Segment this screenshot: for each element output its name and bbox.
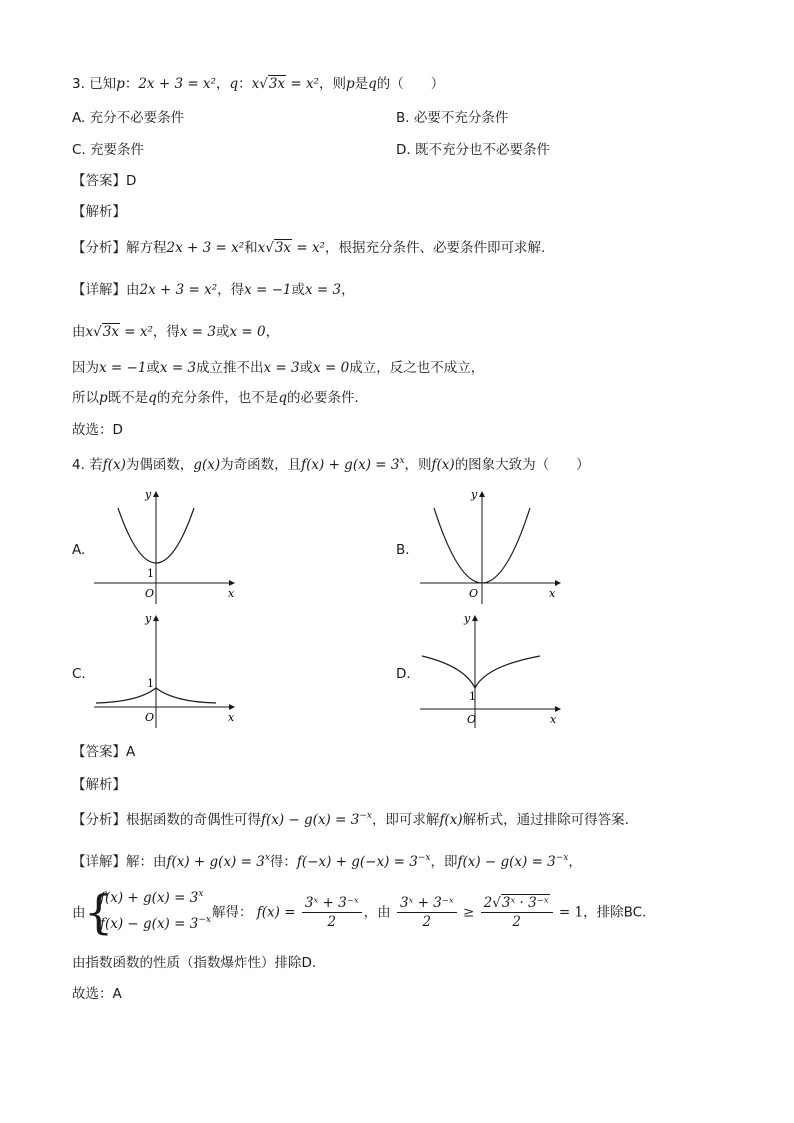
q3-detail-line-2: 由x√3x = x²，得x = 3或x = 0， bbox=[72, 324, 280, 340]
q3-detail-line-4: 所以p既不是q的充分条件，也不是q的必要条件. bbox=[72, 390, 359, 406]
graph-d-origin: O bbox=[467, 713, 477, 726]
q3-answer: 【答案】D bbox=[72, 173, 137, 189]
graph-c-y-label: y bbox=[145, 612, 152, 625]
graph-a-y-label: y bbox=[145, 488, 152, 501]
q3-choose: 故选：D bbox=[72, 422, 123, 438]
q4-detail-line-1: 【详解】解：由$f(x) + g(x) = 3^x$得：$f(-x) + g(-x) = 3^{-x}$，即$f(x) - g(x) = 3^{-x}$， bbox=[72, 853, 582, 870]
graph-c-x-label: x bbox=[228, 711, 235, 724]
graph-b-origin: O bbox=[469, 587, 479, 600]
q3-p-expr: 2x + 3 = x² bbox=[138, 76, 216, 92]
graph-d bbox=[420, 610, 570, 728]
q3-analysis-heading: 【解析】 bbox=[72, 204, 126, 220]
q3-option-a: A. 充分不必要条件 bbox=[72, 110, 185, 126]
inequality-right-fraction: $\frac{\text{2√3ˣ · 3⁻ˣ}}{2}$ bbox=[481, 894, 553, 931]
graph-a bbox=[94, 486, 244, 604]
q3-detail-line-3: 因为x = −1或x = 3成立推不出x = 3或x = 0成立，反之也不成立， bbox=[72, 360, 485, 376]
graph-b-y-label: y bbox=[471, 488, 478, 501]
system-row-2: $f(x) - g(x) = 3^{-x}$ bbox=[100, 915, 211, 932]
graph-c-origin: O bbox=[145, 711, 155, 724]
q4-analysis-heading: 【解析】 bbox=[72, 777, 126, 793]
inequality-left-fraction: $\frac{\text{3ˣ + 3⁻ˣ}}{2}$ bbox=[397, 894, 457, 931]
graph-b-label: B. bbox=[396, 542, 410, 558]
system-row-1: $f(x) + g(x) = 3^x$ bbox=[100, 889, 204, 906]
graph-c-one: 1 bbox=[147, 677, 154, 690]
graph-c-label: C. bbox=[72, 666, 86, 682]
q4-choose: 故选：A bbox=[72, 986, 122, 1002]
graph-d-one: 1 bbox=[469, 690, 476, 703]
q4-property-line: 由指数函数的性质（指数爆炸性）排除D. bbox=[72, 955, 317, 971]
q4-fenxi: 【分析】根据函数的奇偶性可得$f(x) - g(x) = 3^{-x}$，即可求解f(x)解析式，通过排除可得答案. bbox=[72, 811, 629, 828]
graph-b-x-label: x bbox=[549, 587, 556, 600]
graph-d-x-label: x bbox=[550, 713, 557, 726]
q4-system-solution: 解得： f(x) = $\frac{\text{3ˣ + 3⁻ˣ}}{2}$ ，由 $\frac{\text{3ˣ + 3⁻ˣ}}{2}$ ≥ $\frac{\text{2√3ˣ · 3⁻ˣ}}{2}$ = 1，排除BC. bbox=[212, 895, 647, 930]
graph-d-label: D. bbox=[396, 666, 411, 682]
q3-stem: 3. 已知p：2x + 3 = x²，q：x√3x = x²，则p是q的（ ） bbox=[72, 76, 445, 92]
q3-option-b: B. 必要不充分条件 bbox=[396, 110, 509, 126]
graph-a-x-label: x bbox=[228, 587, 235, 600]
graph-d-curve bbox=[422, 656, 540, 688]
graph-a-origin: O bbox=[145, 587, 155, 600]
graph-c bbox=[94, 610, 244, 728]
solution-fraction: $\frac{\text{3ˣ + 3⁻ˣ}}{2}$ bbox=[302, 894, 362, 931]
q4-answer: 【答案】A bbox=[72, 744, 136, 760]
q3-option-c: C. 充要条件 bbox=[72, 142, 145, 158]
q3-detail-line-1: 【详解】由2x + 3 = x²，得x = −1或x = 3， bbox=[72, 282, 355, 298]
graph-a-label: A. bbox=[72, 542, 86, 558]
system-brace: { bbox=[84, 885, 114, 939]
graph-b bbox=[420, 486, 570, 604]
q3-fenxi: 【分析】解方程2x + 3 = x²和x√3x = x²，根据充分条件、必要条件即可求解. bbox=[72, 240, 546, 256]
q4-stem: 4. 若f(x)为偶函数，g(x)为奇函数，且$f(x) + g(x) = 3^x$，则f(x)的图象大致为（ ） bbox=[72, 456, 590, 473]
graph-d-y-label: y bbox=[464, 612, 471, 625]
q3-option-d: D. 既不充分也不必要条件 bbox=[396, 142, 550, 158]
q4-system-prefix: 由 bbox=[72, 905, 86, 921]
graph-a-one: 1 bbox=[147, 567, 154, 580]
